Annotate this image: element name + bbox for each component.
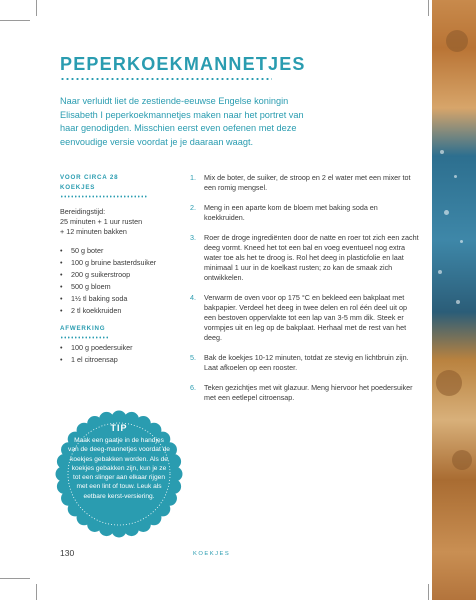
step-number: 1. (190, 173, 196, 182)
ingredient-item: • 500 g bloem (60, 282, 175, 292)
ingredient-item: • 100 g bruine basterdsuiker (60, 258, 175, 268)
step-text: Teken gezichtjes met wit glazuur. Meng hiervoor het poedersuiker met een eetlepel citroensap. (204, 383, 413, 402)
ingredient-item: • 200 g suikerstroop (60, 270, 175, 280)
method-step (190, 383, 420, 403)
recipe-intro: Naar verluidt liet de zestiende-eeuwse Engelse koningin Elisabeth I peperkoekmannetjes maken naar het portret van haar genodigden. Misschien eerst even oefenen met deze eenvoudige versie voordat je je daaraan waagt. (60, 96, 304, 147)
step-number: 3. (190, 233, 196, 242)
tip-title: TIP (110, 423, 128, 433)
method-step (190, 293, 420, 343)
crop-mark (36, 584, 37, 600)
crop-mark (428, 584, 429, 600)
crop-mark (0, 20, 30, 21)
finish-label: AFWERKING (60, 325, 106, 332)
ingredient-item: • 50 g boter (60, 246, 175, 256)
step-text: Bak de koekjes 10-12 minuten, totdat ze stevig en lichtbruin zijn. Laat afkoelen op een rooster. (204, 353, 409, 372)
photo-strip (432, 0, 476, 600)
step-number: 5. (190, 353, 196, 362)
tip-body: Maak een gaatje in de handjes van de deeg-mannetjes voordat de koekjes gebakken worden. Als de koekjes gebakken zijn, kun je ze tot een slinger aan elkaar rijgen met een lint of touw. Leuk als eetbare kerst-versiering. (68, 437, 170, 500)
step-text: Verwarm de oven voor op 175 °C en bekleed een bakplaat met bakpapier. Verdeel het deeg in twee delen en rol één deel uit op een bestoven oppervlakte tot een lap van 3-5 mm dik. Steek er vormpjes uit en leg op de bakplaat. Herhaal met de rest van het deeg. (204, 293, 407, 342)
step-number: 6. (190, 383, 196, 392)
step-number: 2. (190, 203, 196, 212)
method-step (190, 173, 420, 193)
finish-ingredient-item: • 1 el citroensap (60, 355, 175, 365)
recipe-title: PEPERKOEKMANNETJES (60, 54, 306, 74)
prep-time: Bereidingstijd: 25 minuten + 1 uur rusten + 12 minuten bakken (60, 207, 143, 236)
ingredient-item: • 1½ tl baking soda (60, 294, 175, 304)
ingredient-list (60, 246, 175, 316)
tip-badge (54, 409, 184, 539)
method-steps (190, 173, 420, 413)
step-text: Meng in een aparte kom de bloem met baking soda en koekkruiden. (204, 203, 378, 222)
method-step (190, 233, 420, 283)
step-text: Roer de droge ingrediënten door de natte en roer tot zich een zacht deeg vormt. Kneed het tot een bal en voeg eventueel nog extra water toe als het te droog is. Rol het deeg in plasticfolie en laat minimaal 1 uur in de koelkast rusten; zo kan de smaak zich ontwikkelen. (204, 233, 419, 282)
crop-mark (36, 0, 37, 16)
page-number: 130 (60, 548, 75, 558)
finish-dotted-rule (60, 336, 110, 339)
crop-mark (428, 0, 429, 16)
yield-label: VOOR CIRCA 28 KOEKJES (60, 174, 119, 191)
finish-ingredient-item: • 100 g poedersuiker (60, 343, 175, 353)
running-head: KOEKJES (193, 551, 231, 557)
ingredient-item: • 2 tl koekkruiden (60, 306, 175, 316)
step-text: Mix de boter, de suiker, de stroop en 2 el water met een mixer tot een romig mengsel. (204, 173, 411, 192)
finish-ingredient-list (60, 343, 175, 365)
yield-dotted-rule (60, 195, 148, 198)
method-step (190, 353, 420, 373)
ingredients-column (60, 173, 175, 367)
step-number: 4. (190, 293, 196, 302)
method-step (190, 203, 420, 223)
title-dotted-rule (60, 77, 272, 81)
crop-mark (0, 578, 30, 579)
